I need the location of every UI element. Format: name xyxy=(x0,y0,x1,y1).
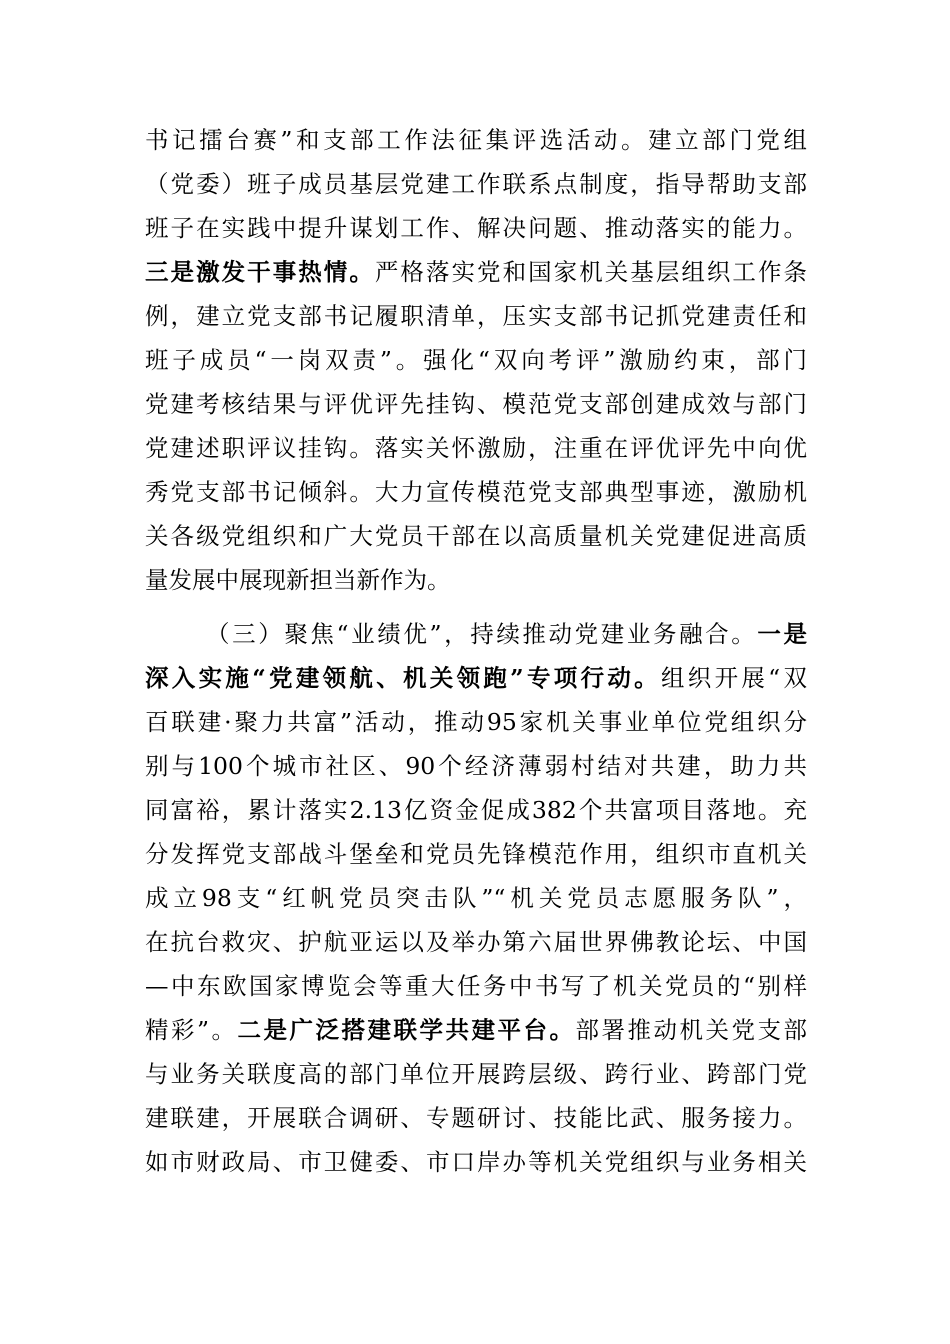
text-line: 成立98支“红帆党员突击队”“机关党员志愿服务队”， xyxy=(145,884,807,912)
bold-heading: 深入实施“党建领航、机关领跑”专项行动。 xyxy=(145,664,661,692)
text-line: 党建述职评议挂钩。落实关怀激励，注重在评优评先中向优 xyxy=(145,434,807,462)
text-line: （党委）班子成员基层党建工作联系点制度，指导帮助支部 xyxy=(145,170,807,198)
bold-heading: 二是广泛搭建联学共建平台。 xyxy=(237,1016,576,1044)
text-line: 秀党支部书记倾斜。大力宣传模范党支部典型事迹，激励机 xyxy=(145,478,807,506)
bold-heading: 一是 xyxy=(757,620,807,648)
text-line: 书记擂台赛”和支部工作法征集评选活动。建立部门党组 xyxy=(145,126,807,154)
text-line: 关各级党组织和广大党员干部在以高质量机关党建促进高质 xyxy=(145,522,807,550)
text-line: 建联建，开展联合调研、专题研讨、技能比武、服务接力。 xyxy=(145,1104,807,1132)
text-line: —中东欧国家博览会等重大任务中书写了机关党员的“别样 xyxy=(145,972,807,1000)
text-line: 党建考核结果与评优评先挂钩、模范党支部创建成效与部门 xyxy=(145,390,807,418)
text-line: 在抗台救灾、护航亚运以及举办第六届世界佛教论坛、中国 xyxy=(145,928,807,956)
section-heading-line: （三）聚焦“业绩优”，持续推动党建业务融合。一是 xyxy=(206,620,807,648)
text-line: 别与100个城市社区、90个经济薄弱村结对共建，助力共 xyxy=(145,752,807,780)
text-line: 精彩”。二是广泛搭建联学共建平台。部署推动机关党支部 xyxy=(145,1016,807,1044)
text-line: 与业务关联度高的部门单位开展跨层级、跨行业、跨部门党 xyxy=(145,1060,807,1088)
text-line: 班子成员“一岗双责”。强化“双向考评”激励约束，部门 xyxy=(145,346,807,374)
text-line: 深入实施“党建领航、机关领跑”专项行动。组织开展“双 xyxy=(145,664,807,692)
text-line: 例，建立党支部书记履职清单，压实支部书记抓党建责任和 xyxy=(145,302,807,330)
text-line: 分发挥党支部战斗堡垒和党员先锋模范作用，组织市直机关 xyxy=(145,840,807,868)
bold-heading: 三是激发干事热情。 xyxy=(145,258,375,286)
text-line: 同富裕，累计落实2.13亿资金促成382个共富项目落地。充 xyxy=(145,796,807,824)
text-line: 百联建·聚力共富”活动，推动95家机关事业单位党组织分 xyxy=(145,708,807,736)
text-line: 量发展中展现新担当新作为。 xyxy=(145,566,451,594)
text-line: 三是激发干事热情。严格落实党和国家机关基层组织工作条 xyxy=(145,258,807,286)
text-line: 班子在实践中提升谋划工作、解决问题、推动落实的能力。 xyxy=(145,214,807,242)
text-line: 如市财政局、市卫健委、市口岸办等机关党组织与业务相关 xyxy=(145,1148,807,1176)
